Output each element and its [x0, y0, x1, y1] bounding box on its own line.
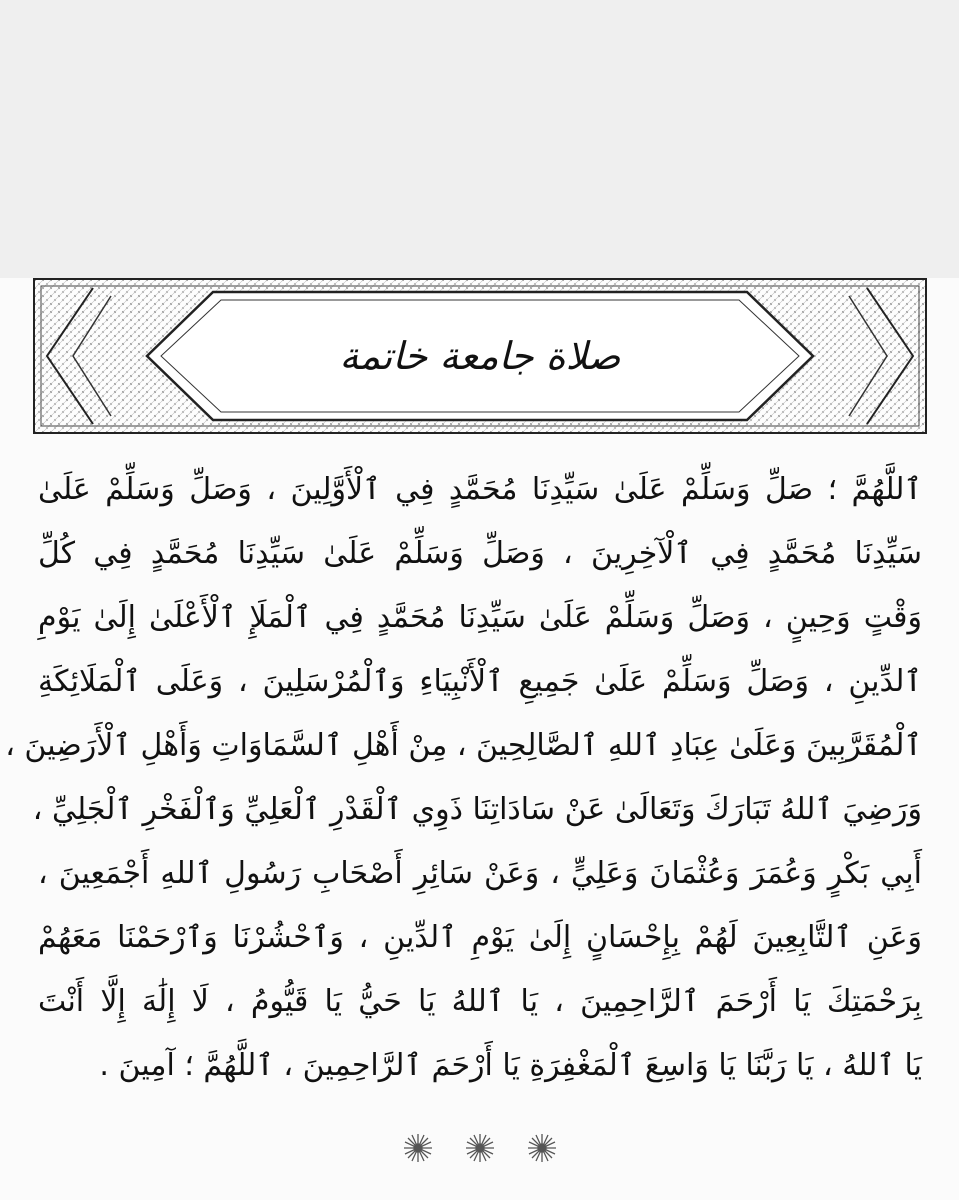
top-blank-band [0, 0, 959, 278]
text-line-7: أَبِي بَكْرٍ وَعُمَرَ وَعُثْمَانَ وَعَلِيٍّ ، وَعَنْ سَائِرِ أَصْحَابِ رَسُولِ ٱللهِ أَجْمَعِينَ ، [38, 856, 922, 891]
text-line-1: ٱللَّهُمَّ ؛ صَلِّ وَسَلِّمْ عَلَىٰ سَيِّدِنَا مُحَمَّدٍ فِي ٱلْأَوَّلِينَ ، وَصَلِّ وَسَلِّمْ عَلَىٰ [38, 472, 922, 507]
text-line-5: ٱلْمُقَرَّبِينَ وَعَلَىٰ عِبَادِ ٱللهِ ٱلصَّالِحِينَ ، مِنْ أَهْلِ ٱلسَّمَاوَاتِ وَأَهْلِ ٱلْأَرَضِينَ ، [5, 728, 922, 763]
rosette-ornament-icon [464, 1132, 496, 1164]
text-line-3: وَقْتٍ وَحِينٍ ، وَصَلِّ وَسَلِّمْ عَلَىٰ سَيِّدِنَا مُحَمَّدٍ فِي ٱلْمَلَإِ ٱلْأَعْلَىٰ إِلَىٰ يَوْمِ [38, 600, 922, 635]
prayer-text-block [5, 458, 922, 1098]
text-line-9: بِرَحْمَتِكَ يَا أَرْحَمَ ٱلرَّاحِمِينَ ، يَا ٱللهُ يَا حَيُّ يَا قَيُّومُ ، لَا إِلَٰهَ إِلَّا أَنْتَ [38, 984, 922, 1019]
page-title: صلاة جامعة خاتمة [339, 334, 621, 378]
text-line-8: وَعَنِ ٱلتَّابِعِينَ لَهُمْ بِإِحْسَانٍ إِلَىٰ يَوْمِ ٱلدِّينِ ، وَٱحْشُرْنَا وَٱرْحَمْنَا مَعَهُمْ [38, 920, 922, 955]
rosette-ornament-icon [402, 1132, 434, 1164]
text-line-2: سَيِّدِنَا مُحَمَّدٍ فِي ٱلْآخِرِينَ ، وَصَلِّ وَسَلِّمْ عَلَىٰ سَيِّدِنَا مُحَمَّدٍ فِي كُلِّ [38, 536, 922, 571]
text-line-10: يَا ٱللهُ ، يَا رَبَّنَا يَا وَاسِعَ ٱلْمَغْفِرَةِ يَا أَرْحَمَ ٱلرَّاحِمِينَ ، ٱللَّهُمَّ ؛ آمِينَ . [99, 1048, 922, 1083]
text-line-6: وَرَضِيَ ٱللهُ تَبَارَكَ وَتَعَالَىٰ عَنْ سَادَاتِنَا ذَوِي ٱلْقَدْرِ ٱلْعَلِيِّ وَٱلْفَخْرِ ٱلْجَلِيِّ ، [32, 792, 922, 827]
rosette-ornament-icon [526, 1132, 558, 1164]
closing-ornaments [0, 1128, 959, 1168]
text-line-4: ٱلدِّينِ ، وَصَلِّ وَسَلِّمْ عَلَىٰ جَمِيعِ ٱلْأَنْبِيَاءِ وَٱلْمُرْسَلِينَ ، وَعَلَى ٱلْمَلَائِكَةِ [38, 664, 922, 699]
